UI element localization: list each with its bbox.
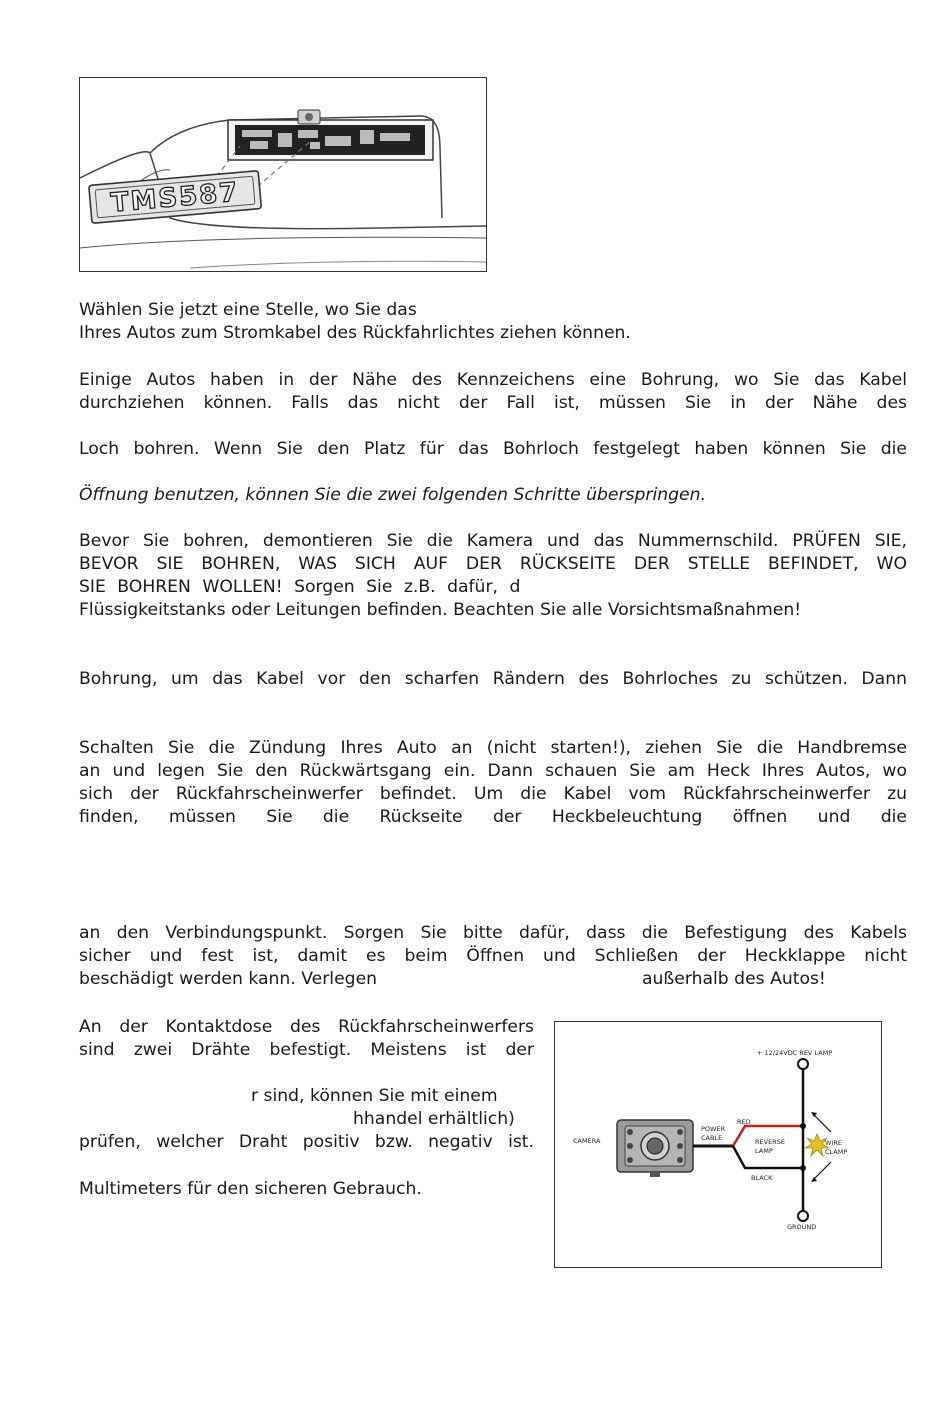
text-line: beschädigt werden kann. Verlegen <box>79 969 378 989</box>
lamp-label: + 12/24VDC REV LAMP <box>757 1049 833 1057</box>
camera-label: CAMERA <box>573 1137 601 1145</box>
camera-icon <box>617 1120 693 1177</box>
car-rear-drawing <box>80 78 487 272</box>
black-label: BLACK <box>751 1174 773 1182</box>
cable-label: CABLE <box>701 1134 723 1142</box>
plate-text: TMS587 <box>109 177 241 219</box>
reverse-label: REVERSE <box>755 1138 785 1146</box>
text-line: außerhalb des Autos! <box>642 969 826 989</box>
text-line: Loch bohren. Wenn Sie den Platz für das Bohrloch festgelegt haben können Sie die <box>79 439 907 459</box>
text-line: Schalten Sie die Zündung Ihres Auto an (nicht starten!), ziehen Sie die Handbremse <box>79 738 907 758</box>
text-line: BEVOR SIE BOHREN, WAS SICH AUF DER RÜCKSEITE DER STELLE BEFINDET, WO <box>79 554 907 574</box>
text-line: hhandel erhältlich) <box>353 1109 515 1129</box>
clamp-label: CLAMP <box>825 1148 848 1156</box>
wiring-diagram-drawing <box>555 1022 881 1267</box>
text-line: An der Kontaktdose des Rückfahrscheinwerfers <box>79 1017 534 1037</box>
text-line: Einige Autos haben in der Nähe des Kennzeichens eine Bohrung, wo Sie das Kabel <box>79 370 907 390</box>
red-label: RED <box>737 1118 751 1126</box>
car-rear-illustration <box>79 77 487 272</box>
text-line: SIE BOHREN WOLLEN! Sorgen Sie z.B. dafür, d <box>79 577 521 597</box>
text-line: an und legen Sie den Rückwärtsgang ein. Dann schauen Sie am Heck Ihres Autos, wo <box>79 761 907 781</box>
ground-label: GROUND <box>787 1223 817 1231</box>
text-line: sicher und fest ist, damit es beim Öffnen und Schließen der Heckklappe nicht <box>79 946 907 966</box>
text-line: r sind, können Sie mit einem <box>251 1086 498 1106</box>
text-line: Ihres Autos zum Stromkabel des Rückfahrlichtes ziehen können. <box>79 323 631 343</box>
text-line: prüfen, welcher Draht positiv bzw. negativ ist. <box>79 1132 534 1152</box>
text-line: sind zwei Drähte befestigt. Meistens ist der <box>79 1040 534 1060</box>
text-line: an den Verbindungspunkt. Sorgen Sie bitte dafür, dass die Befestigung des Kabels <box>79 923 907 943</box>
text-line: durchziehen können. Falls das nicht der Fall ist, müssen Sie in der Nähe des <box>79 393 907 413</box>
text-line: Bohrung, um das Kabel vor den scharfen Rändern des Bohrloches zu schützen. Dann <box>79 669 907 689</box>
text-line: sich der Rückfahrscheinwerfer befindet. Um die Kabel vom Rückfahrscheinwerfer zu <box>79 784 907 804</box>
text-line: finden, müssen Sie die Rückseite der Heckbeleuchtung öffnen und die <box>79 807 907 827</box>
wire-label: WIRE <box>825 1139 842 1147</box>
text-line: Flüssigkeitstanks oder Leitungen befinden. Beachten Sie alle Vorsichtsmaßnahmen! <box>79 600 802 620</box>
power-label: POWER <box>701 1125 726 1133</box>
text-line: Wählen Sie jetzt eine Stelle, wo Sie das <box>79 300 417 320</box>
text-line: Bevor Sie bohren, demontieren Sie die Kamera und das Nummernschild. PRÜFEN SIE, <box>79 531 907 551</box>
text-line-italic: Öffnung benutzen, können Sie die zwei folgenden Schritte überspringen. <box>79 485 706 505</box>
text-line: Multimeters für den sicheren Gebrauch. <box>79 1179 422 1199</box>
wiring-diagram <box>554 1021 882 1268</box>
lamp-sub-label: LAMP <box>755 1147 773 1155</box>
